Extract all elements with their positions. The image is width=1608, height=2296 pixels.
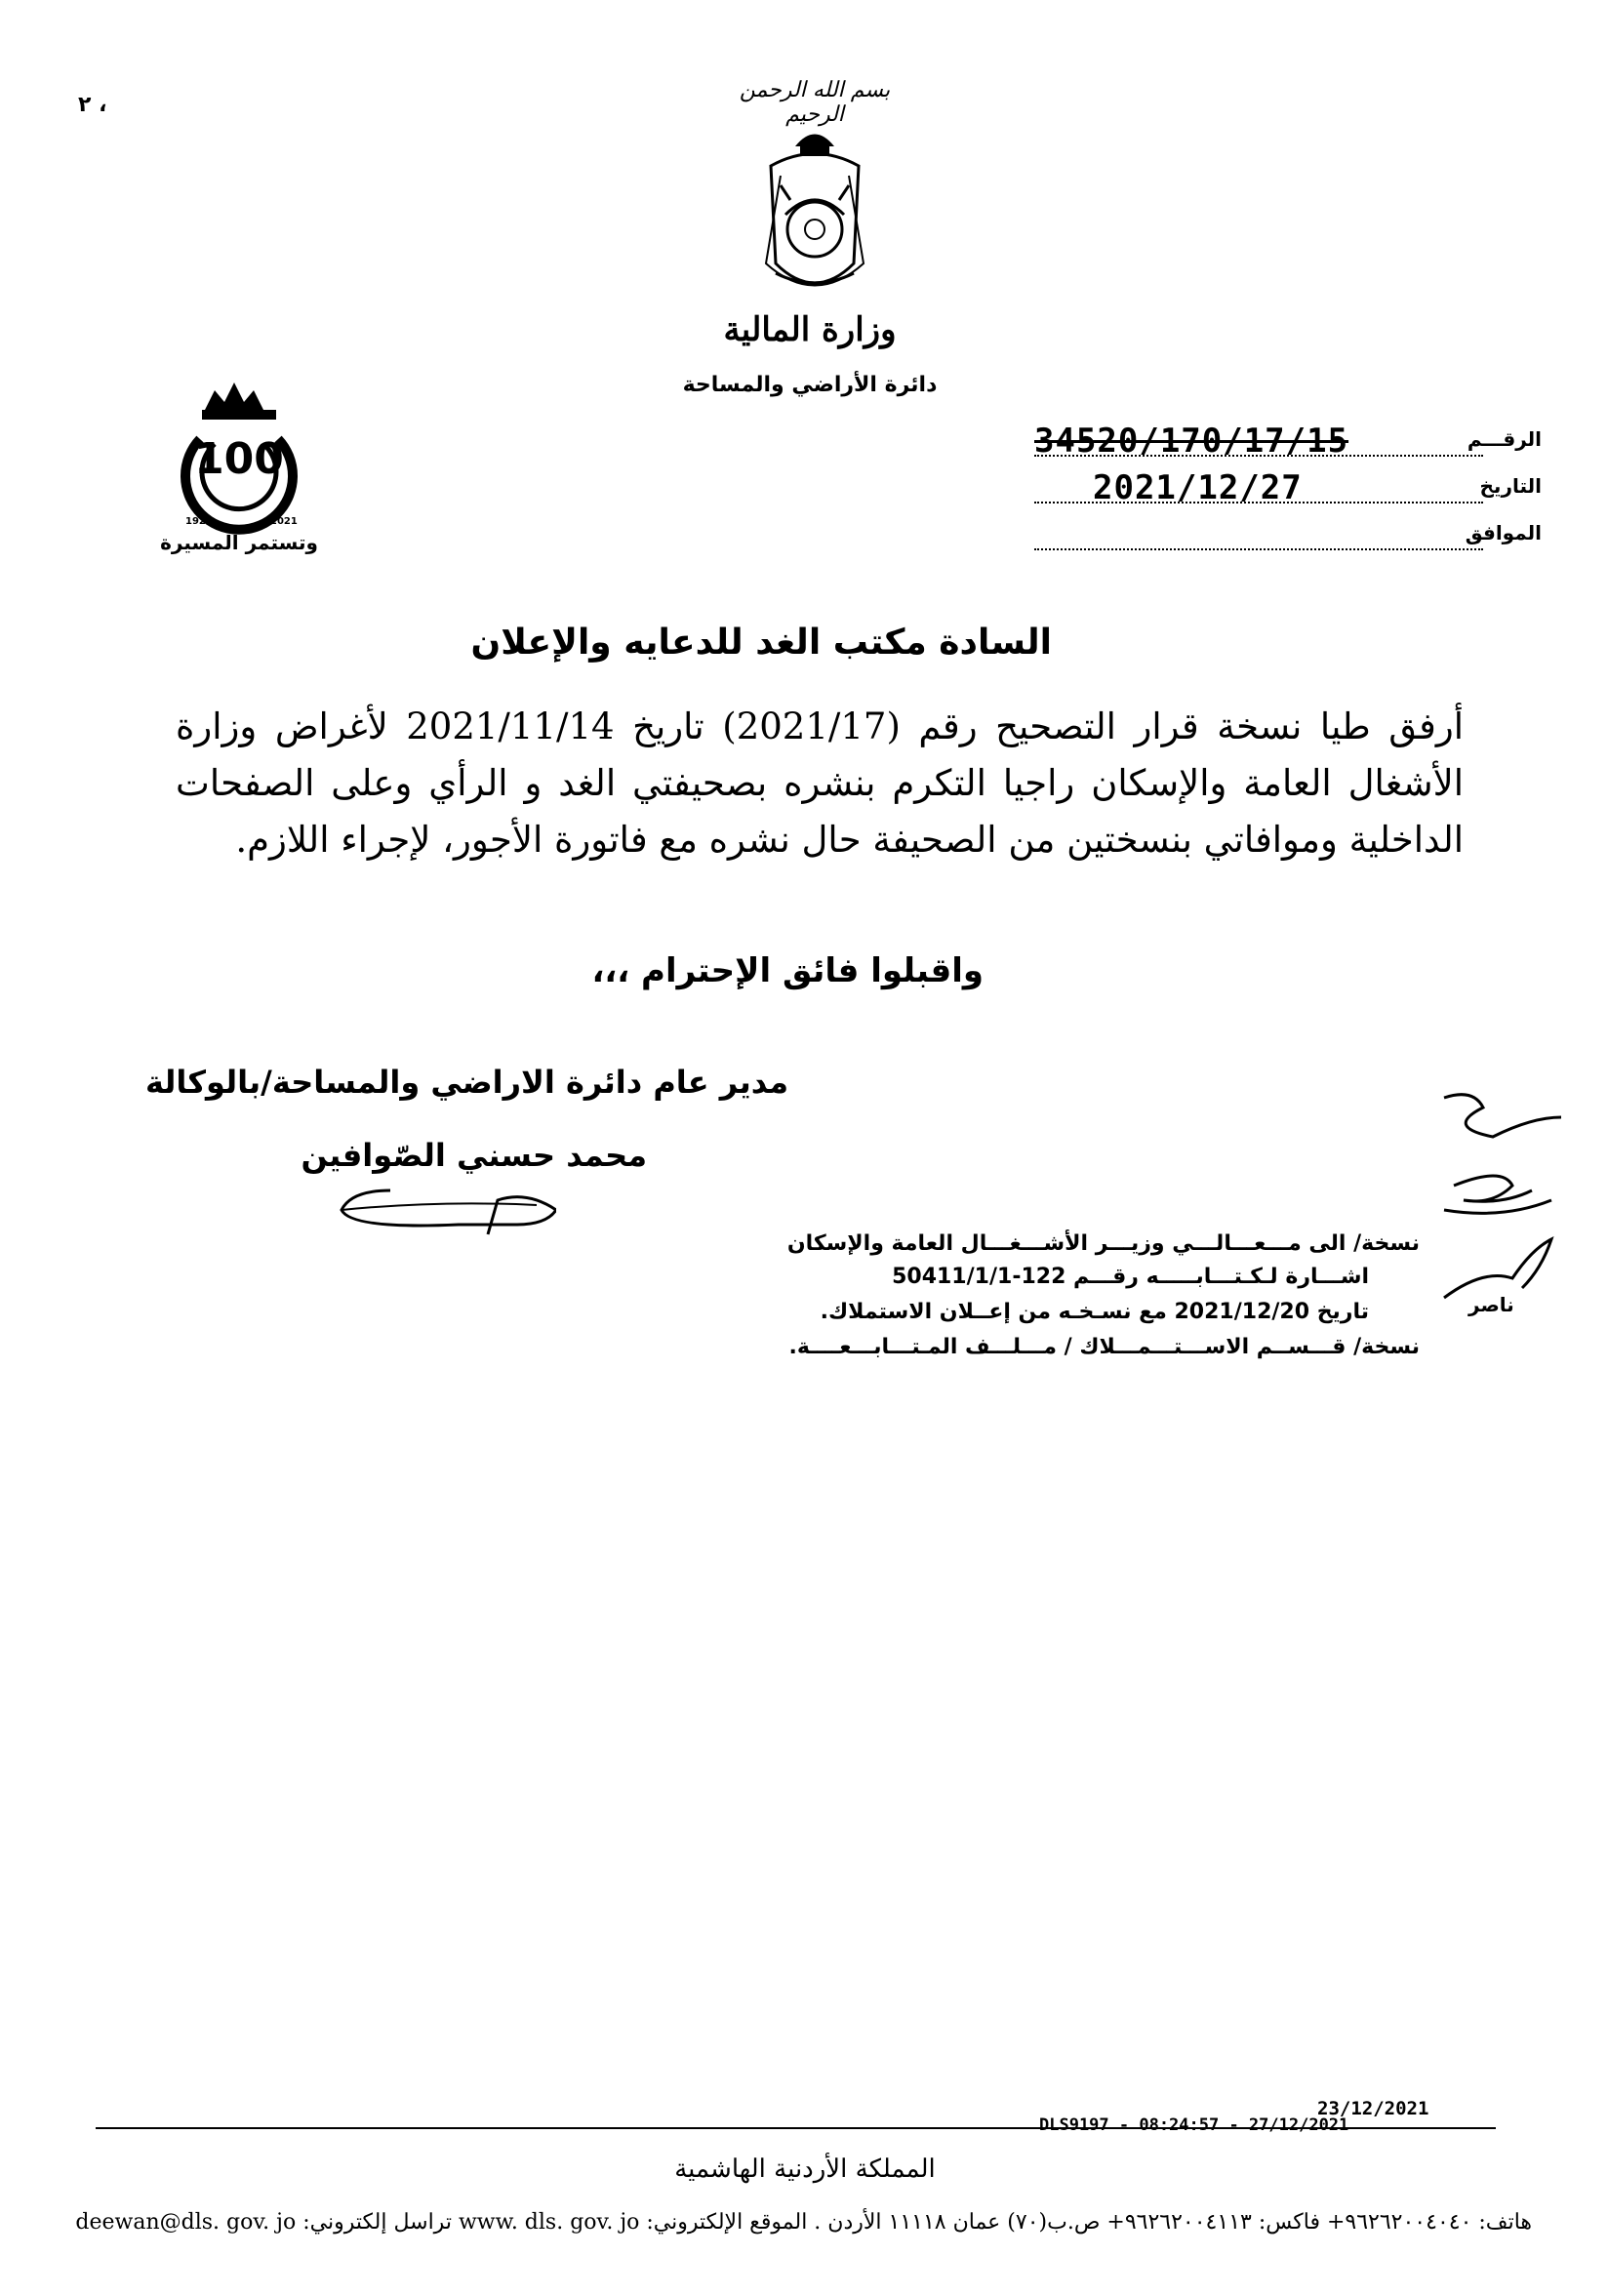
contact-info: هاتف: ٩٦٢٦٢٠٠٤٠٤٠+ فاكس: ٩٦٢٦٢٠٠٤١١٣+ ص.ب(٧٠) عمان ١١١١٨ الأردن . الموقع الإلكتروني: www. dls. gov. jo تراسل إلكتروني: deewan@dls. gov. jo xyxy=(75,2210,1532,2235)
stamp-date: 23/12/2021 xyxy=(1317,2098,1429,2119)
signature-main-icon xyxy=(322,1166,556,1244)
reference-corresponding-row xyxy=(1034,515,1542,558)
reference-date-label: التاريخ xyxy=(1479,474,1542,498)
footer-divider xyxy=(96,2127,1496,2129)
reference-number-value: 34520/170/17/15 xyxy=(1034,422,1349,461)
addressee: السادة مكتب الغد للدعايه والإعلان xyxy=(470,623,1052,663)
reference-number-label: الرقـــم xyxy=(1467,427,1542,451)
reference-corresponding-label: الموافق xyxy=(1465,521,1542,544)
reference-number-row xyxy=(1034,422,1542,464)
copy-line-1: نسخة/ الى مـــعـــالـــي وزيـــر الأشـــغـــال العامة والإسكان xyxy=(786,1231,1420,1256)
kingdom-name: المملكة الأردنية الهاشمية xyxy=(674,2155,936,2184)
centennial-logo xyxy=(141,356,337,571)
signer-title: مدير عام دائرة الاراضي والمساحة/بالوكالة xyxy=(144,1064,788,1101)
copy-line-4: نسخة/ قـــســم الاســـتـــمـــلاك / مـــلـــف المـتـــابـــعــــة. xyxy=(788,1335,1420,1359)
department-name: دائرة الأراضي والمساحة xyxy=(682,373,938,397)
jordan-coat-of-arms-icon xyxy=(742,117,888,302)
note-initial: ناصر xyxy=(1468,1293,1514,1316)
copy-line-3: تاريخ 2021/12/20 مع نسـخـه من إعــلان الاستملاك. xyxy=(820,1300,1369,1324)
reference-date-value: 2021/12/27 xyxy=(1093,468,1303,507)
ministry-name: وزارة المالية xyxy=(723,310,897,349)
centennial-year-start: 1921 xyxy=(185,516,213,527)
reference-date-row xyxy=(1034,468,1542,511)
centennial-slogan: وتستمر المسيرة xyxy=(160,531,318,554)
centennial-year-end: 2021 xyxy=(270,516,298,527)
closing-line: واقبلوا فائق الإحترام ،،، xyxy=(591,951,984,990)
marginal-signatures-icon xyxy=(1425,1078,1571,1312)
system-code: DLS9197 - 08:24:57 - 27/12/2021 xyxy=(1039,2115,1349,2135)
letter-body: أرفق طيا نسخة قرار التصحيح رقم (2021/17) تاريخ 2021/11/14 لأغراض وزارة الأشغال العامة والإسكان راجيا التكرم بنشره بصحيفتي الغد و الرأي وعلى الصفحات الداخلية وموافاتي بنسختين من الصحيفة حال نشره مع فاتورة الأجور، لإجراء اللازم. xyxy=(176,705,1465,861)
signer-name: محمد حسني الصّوافين xyxy=(301,1137,647,1174)
crown-icon xyxy=(141,356,337,571)
handwritten-mark: ٢ ، xyxy=(78,93,107,117)
centennial-number: 100 xyxy=(194,434,284,484)
bismillah-text: بسم الله الرحمن الرحيم xyxy=(739,78,891,127)
copy-line-2: اشـــارة لـكـتـــابـــــه رقـــم 122-50411/1/1 xyxy=(892,1265,1369,1289)
